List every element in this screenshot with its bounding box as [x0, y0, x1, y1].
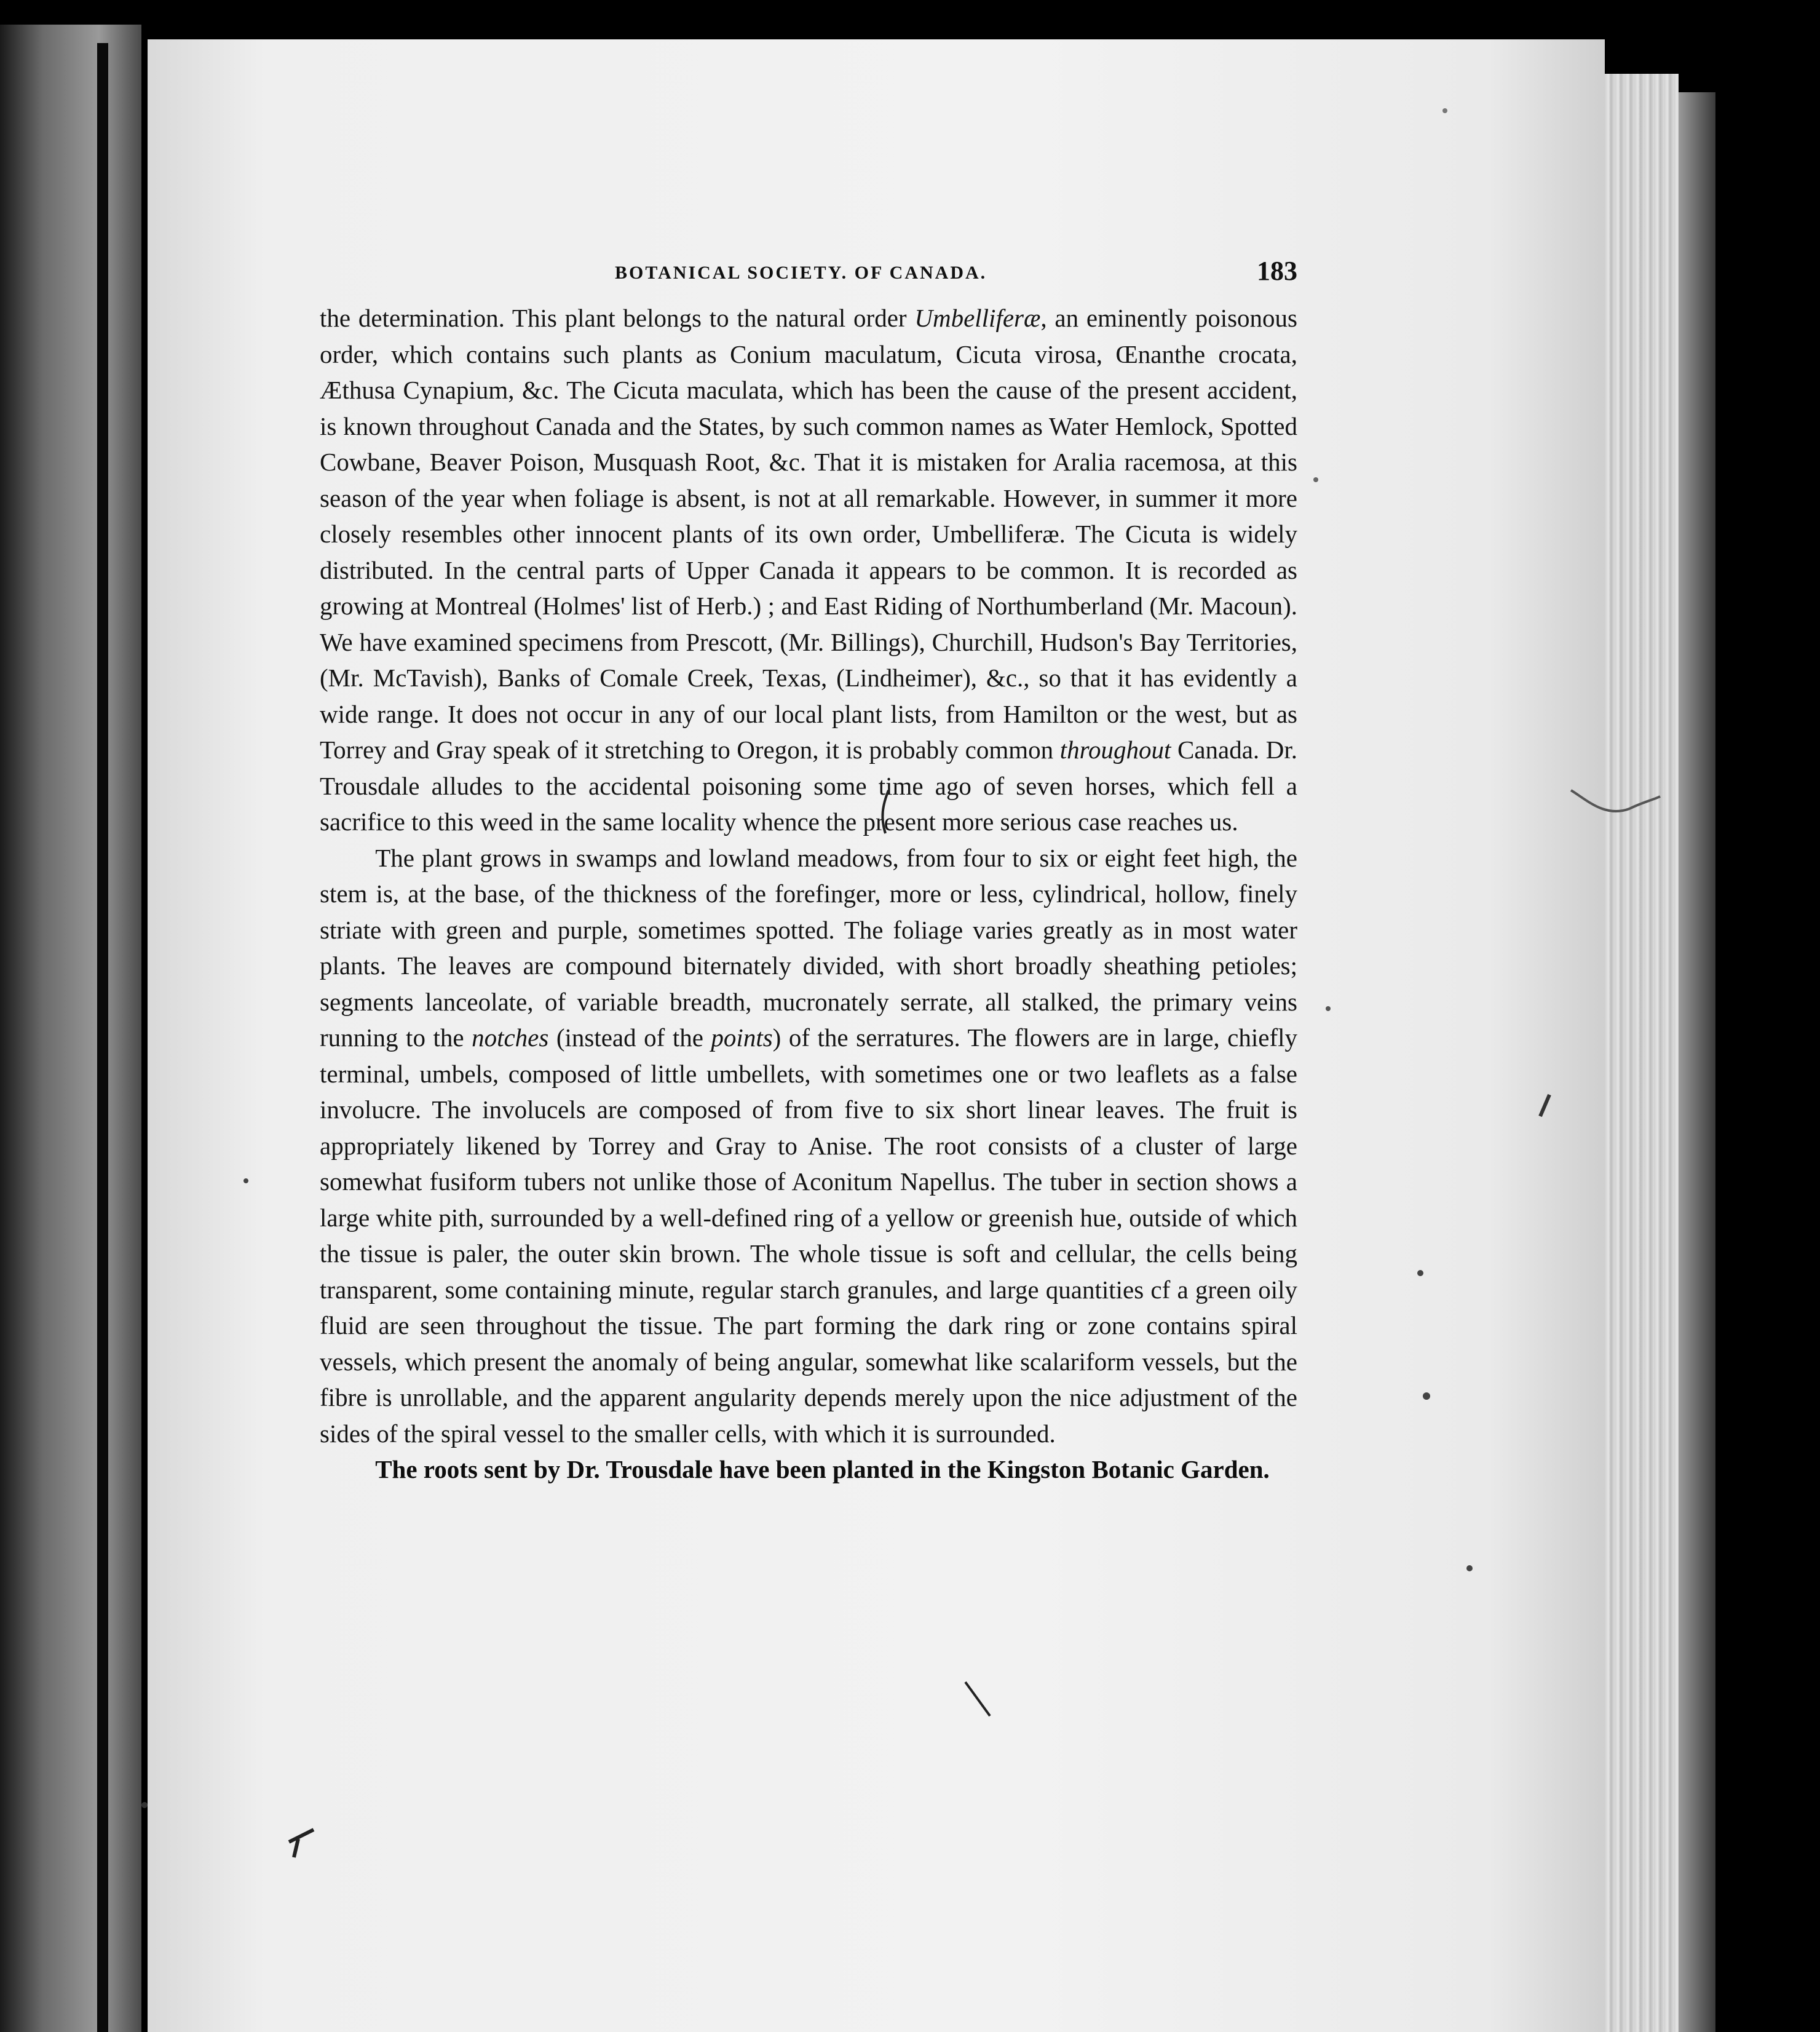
- paragraph-1-text-c: Canada. Dr. Trousdale alludes to the accidental poisoning some time ago of seven horses, which fell a sacrifice to this weed in the same locality whence the present more serious case reaches us.: [320, 736, 1297, 836]
- dust-speck: [141, 1802, 148, 1808]
- paragraph-1-italic-a: Umbelliferæ: [914, 304, 1041, 332]
- paragraph-2-italic-a: notches: [472, 1023, 549, 1052]
- paragraph-1-text-a: the determination. This plant belongs to the natural order: [320, 304, 915, 332]
- left-page-edge: [0, 25, 141, 2032]
- binding-gutter: [97, 43, 108, 2032]
- paragraph-2-text-b: (instead of the: [548, 1023, 711, 1052]
- paragraph-1-italic-b: throughout: [1059, 736, 1171, 764]
- paragraph-2-text-a: The plant grows in swamps and lowland meadows, from four to six or eight feet high, the stem is, at the base, of the thickness of the forefinger, more or less, cylindrical, hollow, finely striate with green and purple, sometimes spotted. The foliage varies greatly as in most water plants. The leaves are compound biternately divided, with short broadly sheathing petioles; segments lanceolate, of variable breadth, mucronately serrate, all stalked, the primary veins running to the: [320, 843, 1297, 1052]
- page-number: 183: [1257, 256, 1297, 286]
- body-text: [320, 300, 1297, 1488]
- paragraph-3: [320, 1451, 1297, 1488]
- page-header: [320, 249, 1297, 292]
- paragraph-3-text: The roots sent by Dr. Trousdale have been planted in the Kingston Botanic Garden.: [375, 1455, 1270, 1483]
- running-head: BOTANICAL SOCIETY. OF CANADA.: [615, 263, 987, 283]
- paragraph-1: [320, 300, 1297, 840]
- page-stack-edge: [1605, 74, 1679, 2032]
- paragraph-2-italic-b: points: [711, 1023, 773, 1052]
- page-stack-shadow: [1679, 92, 1715, 2032]
- paragraph-2: [320, 840, 1297, 1452]
- paragraph-2-text-c: ) of the serratures. The flowers are in large, chiefly terminal, umbels, composed of little umbellets, with sometimes one or two leaflets as a false involucre. The involucels are composed of from five to six short linear leaves. The fruit is appropriately likened by Torrey and Gray to Anise. The root consists of a cluster of large somewhat fusiform tubers not unlike those of Aconitum Napellus. The tuber in section shows a large white pith, surrounded by a well-defined ring of a yellow or greenish hue, outside of which the tissue is paler, the outer skin brown. The whole tissue is soft and cellular, the cells being transparent, some containing minute, regular starch granules, and large quantities cf a green oily fluid are seen throughout the tissue. The part forming the dark ring or zone contains spiral vessels, which present the anomaly of being angular, somewhat like scalariform vessels, but the fibre is unrollable, and the apparent angularity depends merely upon the nice adjustment of the sides of the spiral vessel to the smaller cells, with which it is surrounded.: [320, 1023, 1297, 1448]
- paragraph-1-text-b: , an eminently poisonous order, which contains such plants as Conium maculatum, Cicuta virosa, Œnanthe crocata, Æthusa Cynapium, &c. The Cicuta maculata, which has been the cause of the present accident, is known throughout Canada and the States, by such common names as Water Hemlock, Spotted Cowbane, Beaver Poison, Musquash Root, &c. That it is mistaken for Aralia racemosa, at this season of the year when foliage is absent, is not at all remarkable. However, in summer it more closely resembles other innocent plants of its own order, Umbelliferæ. The Cicuta is widely distributed. In the central parts of Upper Canada it appears to be common. It is recorded as growing at Montreal (Holmes' list of Herb.) ; and East Riding of Northumberland (Mr. Macoun). We have examined specimens from Prescott, (Mr. Billings), Churchill, Hudson's Bay Territories, (Mr. McTavish), Banks of Comale Creek, Texas, (Lindheimer), &c., so that it has evidently a wide range. It does not occur in any of our local plant lists, from Hamilton or the west, but as Torrey and Gray speak of it stretching to Oregon, it is probably common: [320, 304, 1297, 764]
